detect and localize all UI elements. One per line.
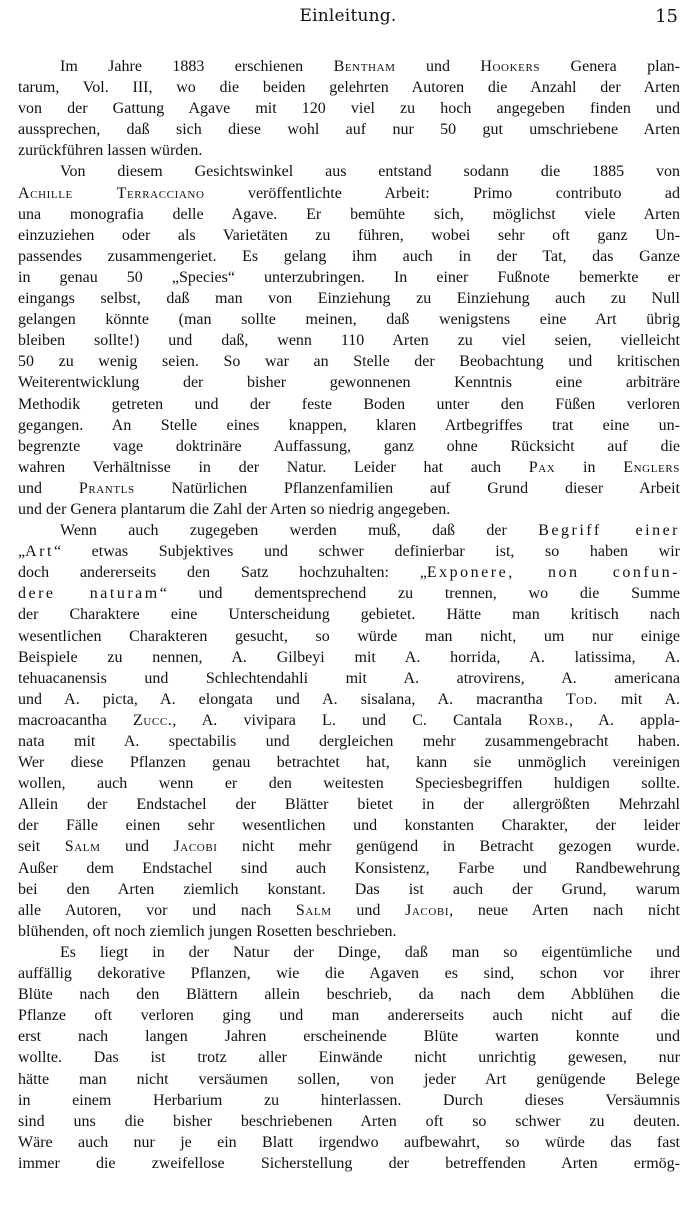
text-line <box>18 710 680 731</box>
text-run: veröffentlichte Arbeit: Primo contributo ad <box>204 184 681 202</box>
text-run: einzuziehen oder als Varietäten zu führen, wobei sehr oft ganz Un- <box>18 226 680 244</box>
text-line <box>18 56 680 77</box>
text-run: nata mit A. spectabilis und dergleichen mehr zusammengebracht haben. <box>18 733 680 750</box>
text-line <box>18 858 680 879</box>
text-line <box>18 288 680 309</box>
text-run: “ und dementsprechend zu trennen, wo die Summe <box>159 585 681 603</box>
text-line <box>18 204 680 225</box>
text-run: Weiterentwicklung der bisher gewonnenen Kenntnis eine arbiträre <box>18 374 680 392</box>
text-line <box>18 583 680 604</box>
author-name: Roxb. <box>528 711 569 729</box>
author-name: Tod. <box>565 690 598 708</box>
text-line <box>18 900 680 921</box>
text-run: nicht mehr genügend in Betracht gezogen wurde. <box>217 838 681 856</box>
page-number: 15 <box>655 6 678 27</box>
text-run: und <box>100 838 174 856</box>
text-run: Wäre auch nur je ein Blatt irgendwo aufbewahrt, so würde das fast <box>18 1133 680 1151</box>
text-line <box>18 1153 680 1174</box>
text-run: , neue Arten nach nicht <box>449 901 681 919</box>
text-line <box>18 478 680 499</box>
text-line <box>18 626 680 647</box>
text-run: , A. vivipara L. und C. Cantala <box>172 711 529 729</box>
text-run: mit A. <box>597 690 680 708</box>
text-run: Genera plan- <box>540 58 681 75</box>
text-line <box>18 1132 680 1153</box>
text-run: wollen, auch wenn er den weitesten Speciesbegriffen huldigen sollte. <box>18 775 680 793</box>
text-run: tehuacanensis und Schlechtendahli mit A. atrovirens, A. americana <box>18 669 680 687</box>
text-line <box>18 309 680 330</box>
body-text <box>18 56 680 1174</box>
text-line <box>18 731 680 752</box>
text-line <box>18 1069 680 1090</box>
text-run: und <box>395 58 481 75</box>
text-run: Von diesem Gesichtswinkel aus entstand sodann die 1885 von <box>60 163 680 181</box>
spaced-emphasis: Exponere, non confun- <box>426 564 681 582</box>
text-line <box>18 668 680 689</box>
author-name: Achille Terracciano <box>18 184 205 202</box>
text-line <box>18 246 680 267</box>
text-line <box>18 330 680 351</box>
text-run: Wer diese Pflanzen genau betrachtet hat, kann sie unmöglich vereinigen <box>18 754 680 772</box>
text-line <box>18 604 680 625</box>
text-run: in einem Herbarium zu hinterlassen. Durch dieses Versäumnis <box>18 1091 680 1109</box>
text-line <box>18 773 680 794</box>
text-run: aussprechen, daß sich diese wohl auf nur 50 gut umschriebene Arten <box>18 121 680 139</box>
text-line <box>18 225 680 246</box>
spaced-emphasis: Begriff einer <box>538 522 681 540</box>
paragraph <box>18 520 680 942</box>
paragraph <box>18 161 680 520</box>
text-line <box>18 1005 680 1026</box>
text-line <box>18 267 680 288</box>
text-run: der Charaktere eine Unterscheidung gebietet. Hätte man kritisch nach <box>18 606 680 624</box>
text-run: und A. picta, A. elongata und A. sisalana, A. macrantha <box>18 690 566 708</box>
text-line <box>18 351 680 372</box>
author-name: Bentham <box>333 58 396 75</box>
text-run: blühenden, oft noch ziemlich jungen Rosetten beschrieben. <box>18 922 397 940</box>
text-run: Beispiele zu nennen, A. Gilbeyi mit A. horrida, A. latissima, A. <box>18 648 680 666</box>
text-run: bei den Arten ziemlich konstant. Das ist auch der Grund, warum <box>18 880 680 898</box>
text-run: Blüte nach den Blättern allein beschrieb, da nach dem Abblühen die <box>18 986 680 1004</box>
text-run: 50 zu wenig seien. So war an Stelle der Beobachtung und kritischen <box>18 353 680 371</box>
paragraph <box>18 56 680 161</box>
author-name: Jacobi <box>173 838 218 856</box>
text-run: und <box>18 479 79 497</box>
author-name: Salm <box>295 901 332 919</box>
text-line <box>18 140 680 161</box>
author-name: Pax <box>528 458 556 476</box>
text-line <box>18 689 680 710</box>
text-line <box>18 942 680 963</box>
text-run: erst nach langen Jahren erscheinende Blüte warten konnte und <box>18 1028 680 1046</box>
text-run: doch andererseits den Satz hochzuhalten: „ <box>18 564 427 582</box>
text-line <box>18 1047 680 1068</box>
text-run: wollte. Das ist trotz aller Einwände nicht unrichtig gewesen, nur <box>18 1049 680 1067</box>
text-line <box>18 372 680 393</box>
text-run: sind uns die bisher beschriebenen Arten oft so schwer zu deuten. <box>18 1112 680 1130</box>
text-line <box>18 752 680 773</box>
text-run: Es liegt in der Natur der Dinge, daß man so eigentümliche und <box>60 943 680 961</box>
text-line <box>18 815 680 836</box>
author-name: Prantls <box>78 479 135 497</box>
author-name: Jacobi <box>405 901 450 919</box>
text-run: Wenn auch zugegeben werden muß, daß der <box>60 522 539 540</box>
text-run: „ <box>18 543 26 561</box>
text-line <box>18 794 680 815</box>
text-run: in genau 50 „Species“ unterzubringen. In einer Fußnote bemerkte er <box>18 268 680 286</box>
text-line <box>18 879 680 900</box>
text-line <box>18 520 680 541</box>
text-line <box>18 161 680 182</box>
text-line <box>18 647 680 668</box>
text-line <box>18 1090 680 1111</box>
author-name: Hookers <box>480 58 541 75</box>
text-run: seit <box>18 838 65 856</box>
text-line <box>18 499 680 520</box>
text-line <box>18 1111 680 1132</box>
page-header <box>18 6 678 32</box>
text-run: Methodik getreten und der feste Boden unter den Füßen verloren <box>18 395 680 413</box>
author-name: Englers <box>623 458 680 476</box>
text-line <box>18 436 680 457</box>
text-run: tarum, Vol. III, wo die beiden gelehrten Autoren die Anzahl der Arten <box>18 79 680 97</box>
text-run: in <box>555 458 624 476</box>
author-name: Zucc. <box>133 711 173 729</box>
text-run: von der Gattung Agave mit 120 viel zu hoch angegeben finden und <box>18 100 680 118</box>
text-line <box>18 921 680 942</box>
paragraph <box>18 942 680 1174</box>
author-name: Salm <box>64 838 101 856</box>
text-line <box>18 836 680 857</box>
text-run: hätte man nicht versäumen sollen, von jeder Art genügende Belege <box>18 1070 680 1088</box>
text-run: immer die zweifellose Sicherstellung der betreffenden Arten ermög- <box>18 1154 680 1172</box>
text-line <box>18 541 680 562</box>
text-run: eingangs selbst, daß man von Einziehung zu Einziehung auch zu Null <box>18 290 680 308</box>
text-line <box>18 98 680 119</box>
text-run: wahren Verhältnisse in der Natur. Leider hat auch <box>18 458 529 476</box>
text-line <box>18 415 680 436</box>
text-run: alle Autoren, vor und nach <box>18 901 296 919</box>
text-run: una monografia delle Agave. Er bemühte sich, möglichst viele Arten <box>18 205 680 223</box>
text-run: begrenzte vage doktrinäre Auffassung, ganz ohne Rücksicht auf die <box>18 437 680 455</box>
text-line <box>18 562 680 583</box>
text-line <box>18 119 680 140</box>
text-line <box>18 394 680 415</box>
text-run: passendes zusammengeriet. Es gelang ihm auch in der Tat, das Ganze <box>18 247 680 265</box>
text-run: gegangen. An Stelle eines knappen, klaren Artbegriffes trat eine un- <box>18 416 680 434</box>
spaced-emphasis: Art <box>25 543 54 561</box>
text-line <box>18 183 680 204</box>
text-run: “ etwas Subjektives und schwer definierbar ist, so haben wir <box>53 543 680 561</box>
text-run: , A. appla- <box>569 711 681 729</box>
text-run: Außer dem Endstachel sind auch Konsistenz, Farbe und Randbewehrung <box>18 859 680 877</box>
text-run: gelangen könnte (man sollte meinen, daß wenigstens eine Art übrig <box>18 311 680 329</box>
text-line <box>18 984 680 1005</box>
spaced-emphasis: dere naturam <box>18 585 160 603</box>
text-run: der Fälle einen sehr wesentlichen und konstanten Charakter, der leider <box>18 817 680 835</box>
text-run: Pflanze oft verloren ging und man andererseits auch nicht auf die <box>18 1007 680 1025</box>
text-line <box>18 1026 680 1047</box>
text-run: macroacantha <box>18 711 134 729</box>
text-run: zurückführen lassen würden. <box>18 142 203 160</box>
text-run: auffällig dekorative Pflanzen, wie die Agaven es sind, schon vor ihrer <box>18 965 680 983</box>
text-run: Allein der Endstachel der Blätter bietet in der allergrößten Mehrzahl <box>18 796 680 814</box>
text-run: und der Genera plantarum die Zahl der Arten so niedrig angegeben. <box>18 500 451 518</box>
text-line <box>18 77 680 98</box>
text-run: Natürlichen Pflanzenfamilien auf Grund dieser Arbeit <box>134 479 680 497</box>
text-line <box>18 963 680 984</box>
text-run: wesentlichen Charakteren gesucht, so würde man nicht, um nur einige <box>18 627 680 645</box>
text-run: Im Jahre 1883 erschienen <box>60 58 334 75</box>
running-head: Einleitung. <box>299 6 397 26</box>
text-line <box>18 457 680 478</box>
text-run: bleiben sollte!) und daß, wenn 110 Arten zu viel seien, vielleicht <box>18 332 680 350</box>
text-run: und <box>331 901 406 919</box>
